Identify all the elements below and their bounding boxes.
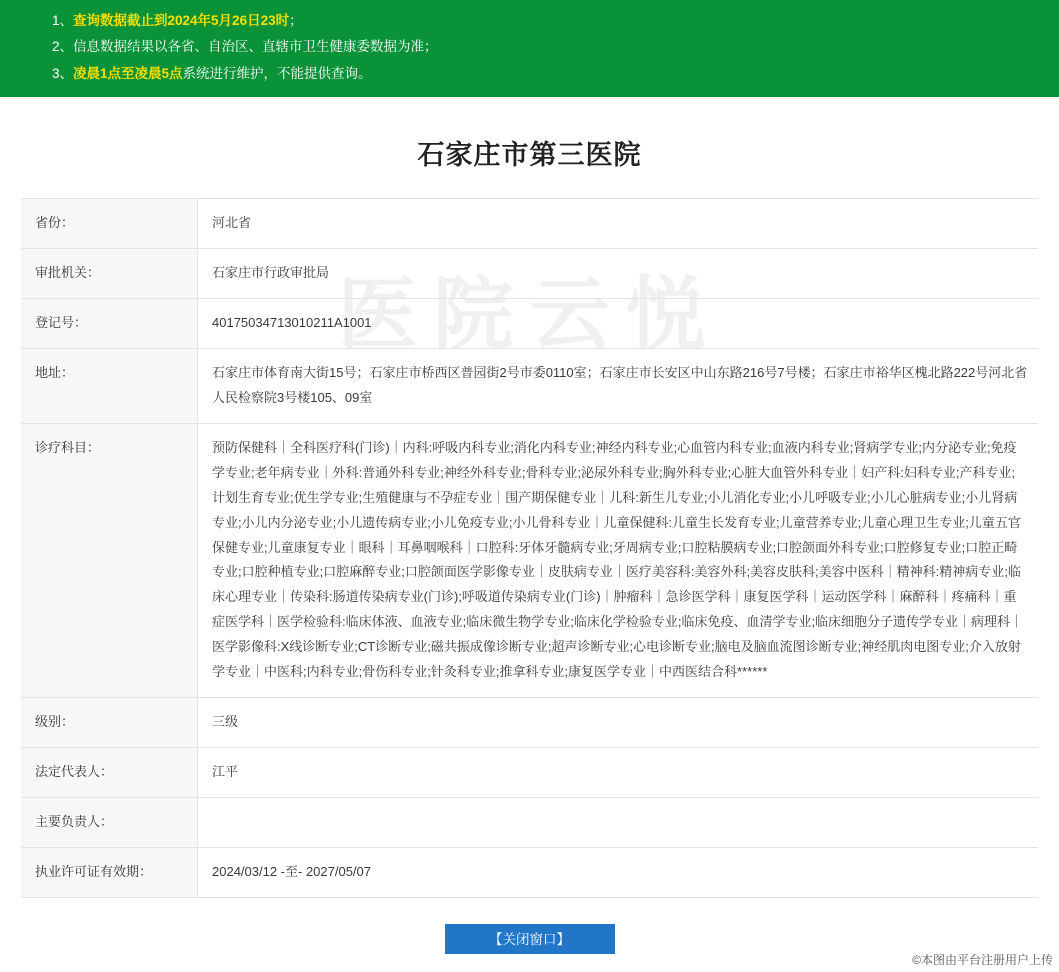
row-label: 执业许可证有效期： — [21, 848, 198, 898]
table-row — [21, 748, 1038, 798]
page-title: 石家庄市第三医院 — [417, 139, 642, 170]
table-row — [21, 198, 1038, 248]
notice-line-3 — [0, 61, 1059, 87]
row-value: 河北省 — [212, 214, 252, 230]
notice-line-2-prefix: 2、 — [52, 39, 74, 55]
notice-line-1 — [0, 8, 1059, 34]
notice-line-3-suffix: 系统进行维护，不能提供查询。 — [182, 65, 372, 81]
row-label: 诊疗科目： — [21, 423, 198, 698]
footer — [0, 924, 1059, 972]
row-label: 审批机关： — [21, 248, 198, 298]
table-row — [21, 698, 1038, 748]
table-row — [21, 423, 1038, 698]
row-label: 地址： — [21, 348, 198, 423]
notice-bar — [0, 0, 1059, 97]
notice-line-1-suffix: ； — [289, 13, 303, 28]
notice-line-2-suffix: 信息数据结果以各省、自治区、直辖市卫生健康委数据为准； — [73, 39, 438, 55]
row-value — [198, 798, 1039, 848]
row-value: 江平 — [212, 764, 239, 780]
notice-line-1-highlight: 查询数据截止到2024年5月26日23时 — [73, 13, 290, 28]
row-value: 石家庄市行政审批局 — [212, 264, 330, 280]
hospital-info-table — [21, 198, 1038, 898]
table-row — [21, 848, 1038, 898]
row-value: 2024/03/12 -至- 2027/05/07 — [212, 864, 372, 880]
row-value: 预防保健科｜全科医疗科(门诊)｜内科:呼吸内科专业;消化内科专业;神经内科专业;心血管内科专业;血液内科专业;肾病学专业;内分泌专业;免疫学专业;老年病专业｜外科:普通外科专业;神经外科专业;骨科专业;泌尿外科专业;胸外科专业;心脏大血管外科专业｜妇产科:妇科专业;产科专业;计划生育专业;优生学专业;生殖健康与不孕症专业｜围产期保健专业｜儿科:新生儿专业;小儿消化专业;小儿呼吸专业;小儿心脏病专业;小儿肾病专业;小儿内分泌专业;小儿遗传病专业;小儿免疫专业;小儿骨科专业｜儿童保健科:儿童生长发育专业;儿童营养专业;儿童心理卫生专业;儿童五官保健专业;儿童康复专业｜眼科｜耳鼻咽喉科｜口腔科:牙体牙髓病专业;牙周病专业;口腔粘膜病专业;口腔颌面外科专业;口腔修复专业;口腔正畸专业;口腔种植专业;口腔麻醉专业;口腔颌面医学影像专业｜皮肤病专业｜医疗美容科:美容外科;美容皮肤科;美容中医科｜精神科:精神病专业;临床心理专业｜传染科:肠道传染病专业(门诊);呼吸道传染病专业(门诊)｜肿瘤科｜急诊医学科｜康复医学科｜运动医学科｜麻醉科｜疼痛科｜重症医学科｜医学检验科:临床体液、血液专业;临床微生物学专业;临床化学检验专业;临床免疫、血清学专业;临床细胞分子遗传学专业｜病理科｜医学影像科:X线诊断专业;CT诊断专业;磁共振成像诊断专业;超声诊断专业;心电诊断专业;脑电及脑血流图诊断专业;神经肌肉电图专业;介入放射学专业｜中医科;内科专业;骨伤科专业;针灸科专业;推拿科专业;康复医学专业｜中西医结合科****** — [212, 439, 1024, 680]
row-label: 登记号： — [21, 298, 198, 348]
upload-credit: ©本图由平台注册用户上传 — [912, 953, 1053, 968]
row-label: 级别： — [21, 698, 198, 748]
notice-line-3-prefix: 3、 — [52, 65, 74, 81]
table-row — [21, 298, 1038, 348]
table-row — [21, 348, 1038, 423]
notice-line-2 — [0, 34, 1059, 60]
close-window-button[interactable]: 【关闭窗口】 — [445, 924, 615, 954]
row-value: 三级 — [212, 714, 239, 730]
notice-line-1-prefix: 1、 — [52, 13, 74, 28]
table-row — [21, 248, 1038, 298]
row-label: 法定代表人： — [21, 748, 198, 798]
row-value: 40175034713010211A1001 — [212, 314, 372, 330]
table-row — [21, 798, 1038, 848]
watermark: 医院云悦 — [337, 270, 722, 359]
row-label: 主要负责人： — [21, 798, 198, 848]
row-label: 省份： — [21, 198, 198, 248]
notice-line-3-highlight: 凌晨1点至凌晨5点 — [73, 65, 183, 81]
row-value: 石家庄市体育南大街15号；石家庄市桥西区普园街2号市委0110室；石家庄市长安区中山东路216号7号楼；石家庄市裕华区槐北路222号河北省人民检察院3号楼105、09室 — [212, 364, 1028, 405]
